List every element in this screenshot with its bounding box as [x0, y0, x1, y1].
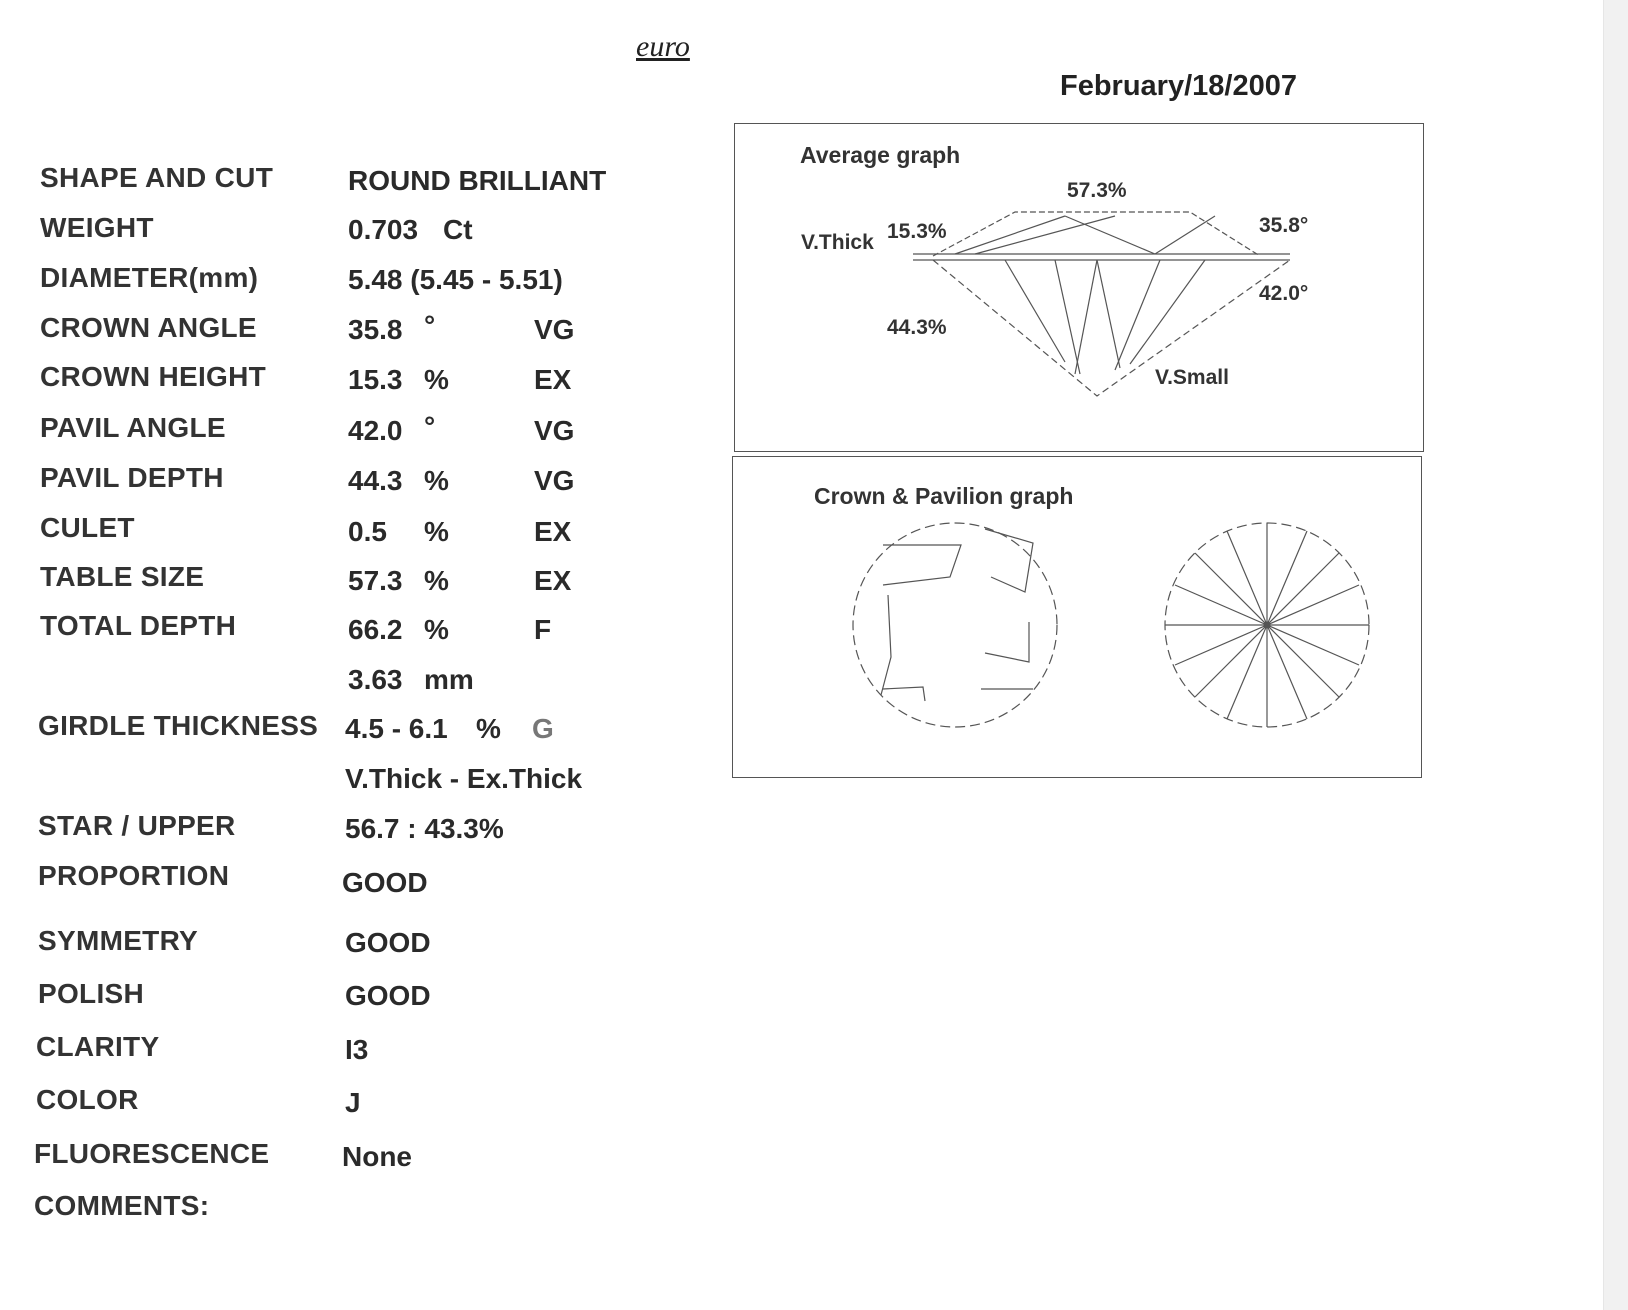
- grade-table-size: EX: [534, 565, 572, 596]
- label-proportion: PROPORTION: [38, 860, 230, 891]
- label-comments: COMMENTS:: [34, 1190, 210, 1221]
- pavilion-facet: [1097, 260, 1120, 368]
- grade-crown-angle: VG: [534, 314, 575, 345]
- crown-pavilion-graph-box: [732, 456, 1422, 778]
- crown-star-facet: [985, 622, 1029, 662]
- value-total-depth: 66.2: [348, 614, 403, 645]
- crown-height-label: 15.3%: [887, 220, 947, 243]
- culet-size-label: V.Small: [1155, 366, 1229, 389]
- report-date: February/18/2007: [1060, 70, 1297, 102]
- unit-table-size: %: [424, 565, 449, 596]
- pavilion-angle-label: 42.0°: [1259, 282, 1309, 305]
- value-color: J: [345, 1087, 361, 1118]
- crown-star-facet: [881, 595, 891, 695]
- value-girdle-description: V.Thick - Ex.Thick: [345, 763, 583, 794]
- label-symmetry: SYMMETRY: [38, 925, 199, 956]
- value-culet: 0.5: [348, 516, 387, 547]
- pavilion-facet: [1130, 260, 1205, 364]
- label-shape-cut: SHAPE AND CUT: [40, 162, 274, 193]
- unit-pavil-depth: %: [424, 465, 449, 496]
- grade-crown-height: EX: [534, 364, 572, 395]
- crown-star-facet: [883, 687, 925, 701]
- label-girdle-thickness: GIRDLE THICKNESS: [38, 710, 319, 741]
- label-color: COLOR: [36, 1084, 139, 1115]
- pavilion-facet: [1055, 260, 1080, 374]
- value-shape-cut: ROUND BRILLIANT: [348, 165, 607, 196]
- label-fluorescence: FLUORESCENCE: [34, 1138, 270, 1169]
- value-pavil-depth: 44.3: [348, 465, 403, 496]
- label-total-depth: TOTAL DEPTH: [40, 610, 237, 641]
- label-pavil-angle: PAVIL ANGLE: [40, 412, 226, 443]
- table-percent-label: 57.3%: [1067, 179, 1127, 202]
- crown-facet: [955, 216, 1065, 254]
- grade-pavil-depth: VG: [534, 465, 575, 496]
- value-diameter: 5.48 (5.45 - 5.51): [348, 264, 563, 295]
- crown-facet: [975, 216, 1115, 254]
- label-pavil-depth: PAVIL DEPTH: [40, 462, 224, 493]
- crown-facet: [1065, 216, 1155, 254]
- value-symmetry: GOOD: [345, 927, 431, 958]
- label-star-upper: STAR / UPPER: [38, 810, 236, 841]
- grade-pavil-angle: VG: [534, 415, 575, 446]
- grade-culet: EX: [534, 516, 572, 547]
- crown-facet: [1155, 216, 1215, 254]
- crown-star-facet: [883, 545, 961, 585]
- label-culet: CULET: [40, 512, 135, 543]
- value-weight: 0.703: [348, 214, 419, 245]
- value-fluorescence: None: [342, 1141, 412, 1172]
- value-proportion: GOOD: [342, 867, 428, 898]
- grade-girdle-thickness: G: [532, 713, 554, 744]
- unit-weight: Ct: [443, 214, 473, 245]
- average-graph-diagram: [735, 124, 1423, 451]
- crown-pavilion-graph-title: Crown & Pavilion graph: [814, 483, 1074, 509]
- crown-view-circle: [853, 523, 1057, 727]
- label-diameter: DIAMETER(mm): [40, 262, 259, 293]
- scan-edge: [1603, 0, 1628, 1310]
- label-clarity: CLARITY: [36, 1031, 160, 1062]
- value-pavil-angle: 42.0: [348, 415, 403, 446]
- value-girdle-thickness: 4.5 - 6.1: [345, 713, 448, 744]
- grade-total-depth: F: [534, 614, 552, 645]
- unit-culet: %: [424, 516, 449, 547]
- unit-crown-height: %: [424, 364, 449, 395]
- label-polish: POLISH: [38, 978, 145, 1009]
- value-table-size: 57.3: [348, 565, 403, 596]
- value-crown-height: 15.3: [348, 364, 403, 395]
- label-weight: WEIGHT: [40, 212, 154, 243]
- label-crown-angle: CROWN ANGLE: [40, 312, 257, 343]
- pavilion-depth-label: 44.3%: [887, 316, 947, 339]
- label-table-size: TABLE SIZE: [40, 561, 205, 592]
- value-polish: GOOD: [345, 980, 431, 1011]
- unit-crown-angle: °: [424, 310, 436, 341]
- value-crown-angle: 35.8: [348, 314, 403, 345]
- unit-girdle-thickness: %: [476, 713, 501, 744]
- value-star-upper: 56.7 : 43.3%: [345, 813, 504, 844]
- value-total-depth-mm: 3.63: [348, 664, 403, 695]
- brand-name: euro: [636, 30, 690, 63]
- crown-star-facet: [985, 529, 1033, 592]
- crown-angle-label: 35.8°: [1259, 214, 1309, 237]
- unit-total-depth: %: [424, 614, 449, 645]
- pavilion-facet: [1005, 260, 1065, 362]
- value-clarity: I3: [345, 1034, 369, 1065]
- unit-pavil-angle: °: [424, 411, 436, 442]
- average-graph-title: Average graph: [800, 142, 961, 168]
- label-crown-height: CROWN HEIGHT: [40, 361, 267, 392]
- pavilion-facet: [1075, 260, 1097, 374]
- girdle-thickness-label: V.Thick: [801, 231, 874, 254]
- average-graph-box: [734, 123, 1424, 452]
- unit-total-depth-mm: mm: [424, 664, 474, 695]
